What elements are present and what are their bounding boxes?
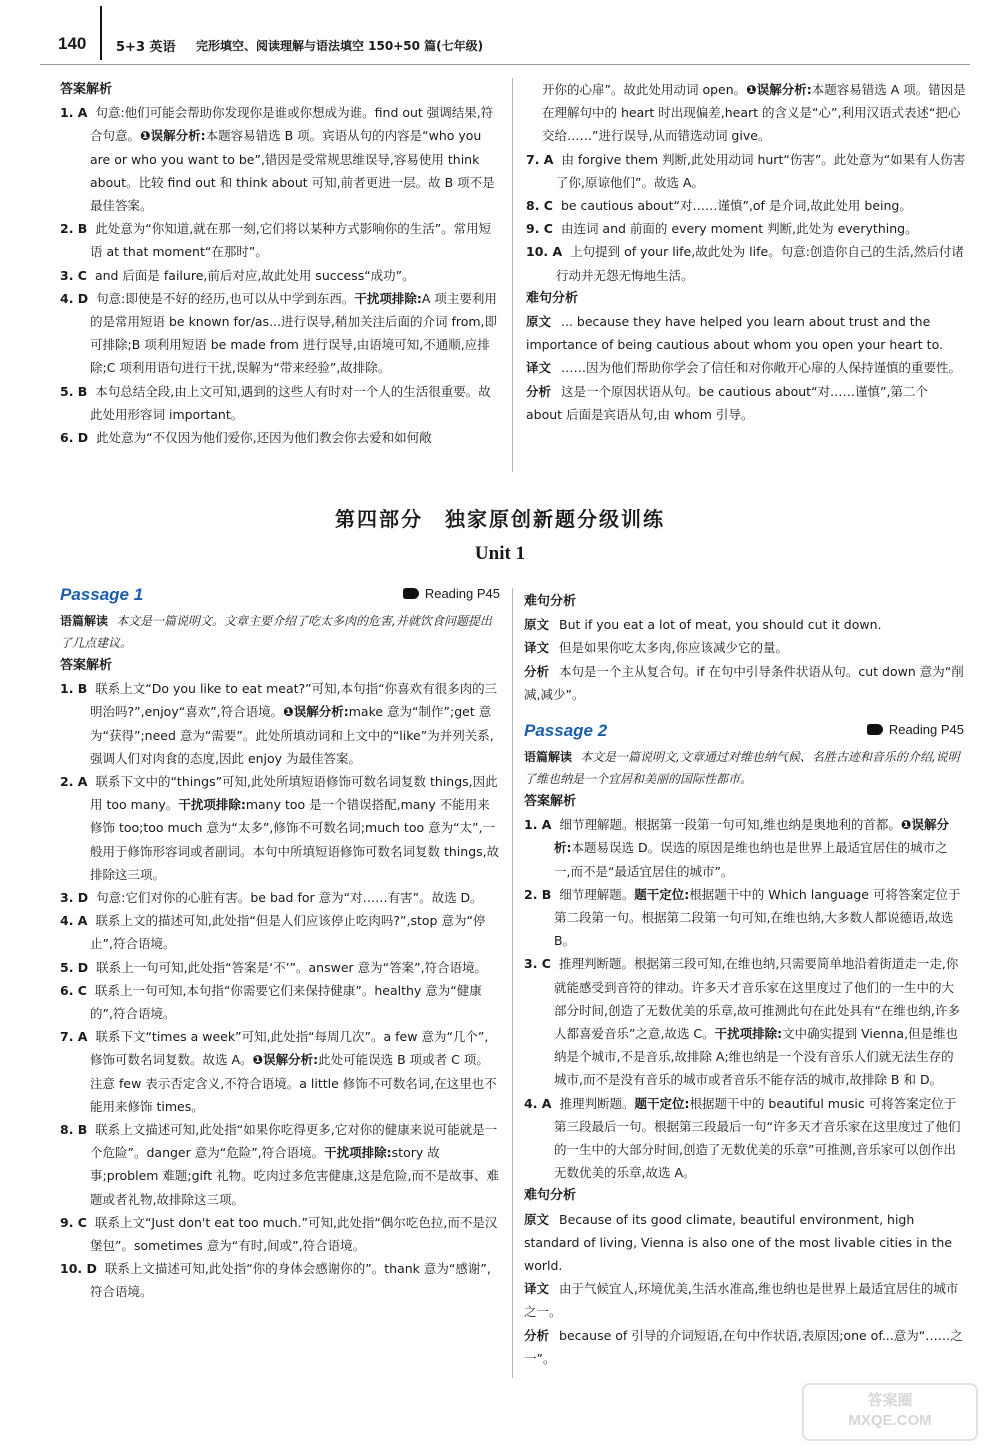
answer-item xyxy=(60,426,500,449)
answers-heading: 答案解析 xyxy=(60,658,113,673)
passage-summary xyxy=(524,746,964,790)
answer-label: 6. C xyxy=(60,982,87,998)
answer-item xyxy=(526,194,966,217)
translation-text: 但是如果你吃太多肉,你应该减少它的量。 xyxy=(559,640,788,656)
annotation-label: ❶误解分析: xyxy=(252,1052,319,1068)
answer-text: A 项主要利用的是常用短语 be known for/as...进行误导,稍加关注后面的介词 from,即可排除;B 项利用短语 be made from 进行误导,由语境可知,不通顺,应排除;C 项利用语句进行干扰,误解为“带来经验”,故排除。 xyxy=(90,290,498,376)
answer-text: 联系上文“Just don't eat too much.”可知,此处指“偶尔吃色拉,而不是汉堡包”。sometimes 意为“有时,间或”,符合语境。 xyxy=(90,1214,498,1254)
original-label: 原文 xyxy=(524,1211,550,1227)
original-label: 原文 xyxy=(526,314,552,330)
answer-label: 4. A xyxy=(60,913,88,929)
difficult-sentence-heading: 难句分析 xyxy=(524,594,577,609)
answer-label: 3. C xyxy=(60,267,87,283)
answer-item xyxy=(524,813,964,883)
answer-label: 9. C xyxy=(60,1214,87,1230)
answer-text: 此处意为“不仅因为他们爱你,还因为他们教会你去爱和如何敞 xyxy=(96,430,432,446)
analysis-label: 分析 xyxy=(524,1327,550,1343)
answer-text: 此处可能误选 B 项或者 C 项。注意 few 表示否定含义,不符合语境。a little 修饰不可数名词,在这里也不能用来修饰 times。 xyxy=(90,1052,497,1114)
answer-item xyxy=(526,217,966,240)
error-analysis-label: ❶误解分析: xyxy=(746,82,812,97)
top-right-column xyxy=(526,78,966,426)
answer-item xyxy=(526,240,966,286)
passage-2-header xyxy=(524,720,964,746)
answer-item xyxy=(524,1092,964,1185)
answer-item xyxy=(60,101,500,217)
answer-text: make 意为“制作”;get 意为“获得”;need 意为“需要”。此处所填动词和上文中的“like”为并列关系,强调人们对肉食的态度,因此 enjoy 为最佳答案。 xyxy=(90,704,494,766)
passage-title: Passage 2 xyxy=(524,721,608,741)
original-sentence xyxy=(524,1208,964,1278)
answer-text: 句意:他们可能会帮助你发现你是谁或你想成为谁。find out 强调结果,符合句意。 xyxy=(90,105,494,144)
passage-1-column xyxy=(60,584,500,1304)
translation-label: 译文 xyxy=(526,360,552,376)
series-brand: 5+3 英语 xyxy=(116,40,176,55)
difficult-sentence-heading: 难句分析 xyxy=(526,290,579,306)
annotation-label: ❶误解分析: xyxy=(283,704,349,720)
answer-item xyxy=(60,886,500,909)
answer-text: 联系上文的描述可知,此处指“但是人们应该停止吃肉吗?”,stop 意为“停止”,符合语境。 xyxy=(90,913,486,952)
answer-text: 由 forgive them 判断,此处用动词 hurt“伤害”。此处意为“如果有人伤害了你,原谅他们”。故选 A。 xyxy=(556,151,966,190)
summary-text: 本文是一篇说明文,文章通过对维也纳气候、名胜古迹和音乐的介绍,说明了维也纳是一个宜居和美丽的国际性都市。 xyxy=(524,750,960,787)
answer-label: 1. A xyxy=(60,105,88,121)
answer-label: 6. D xyxy=(60,430,89,446)
translation-label: 译文 xyxy=(524,640,550,656)
answer-label: 9. C xyxy=(526,221,553,237)
answer-item xyxy=(60,1257,500,1303)
answer-label: 4. A xyxy=(524,1095,552,1111)
reading-reference xyxy=(867,722,964,737)
original-label: 原文 xyxy=(524,617,550,633)
annotation-label: 题干定位: xyxy=(634,886,690,902)
annotation-label: 干扰项排除: xyxy=(714,1026,783,1042)
answer-label: 8. B xyxy=(60,1122,88,1138)
watermark-logo xyxy=(802,1383,978,1441)
original-sentence xyxy=(526,310,966,356)
answer-text: 由连词 and 前面的 every moment 判断,此处为 everything。 xyxy=(560,221,918,237)
answer-item xyxy=(60,264,500,287)
analysis-text: because of 引导的介词短语,在句中作状语,表原因;one of...意为“……之一”。 xyxy=(524,1327,963,1366)
passage-title: Passage 1 xyxy=(60,585,144,604)
answer-text: 联系上一句可知,此处指“答案是‘不’”。answer 意为“答案”,符合语境。 xyxy=(96,959,488,975)
answer-item xyxy=(524,952,964,1091)
original-text: ... because they have helped you learn about trust and the importance of being cautious about whom you open your heart to. xyxy=(526,314,943,353)
answer-text: 句意:即使是不好的经历,也可以从中学到东西。 xyxy=(96,290,355,306)
original-text: But if you eat a lot of meat, you should cut it down. xyxy=(559,617,882,633)
answer-text: many too 是一个错误搭配,many 不能用来修饰 too;too much 意为“太多”,修饰不可数名词;much too 意为“太”,一般用于修饰形容词或者副词。本句中所填短语修饰可数名词复数 things,故排除这三项。 xyxy=(90,797,500,882)
answer-text: 根据题干中的 Which language 可将答案定位于第二段第一句。根据第二段第一句可知,在维也纳,大多数人都说德语,故选 B。 xyxy=(554,886,961,949)
answer-label: 5. B xyxy=(60,383,88,399)
answers-heading: 答案解析 xyxy=(524,794,577,810)
annotation-label: 干扰项排除: xyxy=(178,797,246,813)
analysis-text: 本句是一个主从复合句。if 在句中引导条件状语从句。cut down 意为“削减,减少”。 xyxy=(524,663,964,702)
top-left-column xyxy=(60,78,500,449)
original-text: Because of its good climate, beautiful environment, high standard of living, Vienna is also one of the most livable cities in the world. xyxy=(524,1211,953,1274)
analysis-text: 这是一个原因状语从句。be cautious about“对……谨慎”,第二个 about 后面是宾语从句,由 whom 引导。 xyxy=(526,383,928,422)
answer-item xyxy=(60,677,500,770)
answer-item xyxy=(60,1118,500,1211)
analysis-label: 分析 xyxy=(524,663,550,679)
answer-list xyxy=(60,101,500,449)
watermark-line: 答案圈 xyxy=(867,1392,913,1409)
continuation-text: 开你的心扉”。故此处用动词 open。 xyxy=(542,82,747,97)
translation xyxy=(524,1277,964,1323)
passage-2-column xyxy=(524,590,964,1370)
answer-label: 3. D xyxy=(60,890,89,906)
translation-text: ……因为他们帮助你学会了信任和对你敞开心扉的人保持谨慎的重要性。 xyxy=(561,360,962,376)
reading-reference xyxy=(403,586,500,601)
answer-label: 1. A xyxy=(524,817,552,833)
watermark-line: MXQE.COM xyxy=(848,1412,932,1429)
answer-text: 联系上文描述可知,此处指“如果你吃得更多,它对你的健康来说可能就是一个危险”。danger 意为“危险”,符合语境。 xyxy=(90,1122,498,1161)
answer-text: 联系上文“Do you like to eat meat?”可知,本句指“你喜欢有很多肉的三明治吗?”,enjoy“喜欢”,符合语境。 xyxy=(90,681,498,720)
answer-label: 10. A xyxy=(526,244,563,260)
answer-text: 推理判断题。根据第三段可知,在维也纳,只需要简单地沿着街道走一走,你就能感受到音符的律动。许多天才音乐家在这里度过了他们的一生中的大部分时间,创造了无数优美的乐章,故可推测此句在此处具有“在维也纳,许多人都喜爱音乐”之意,故选 C。 xyxy=(554,956,960,1042)
answer-list xyxy=(60,677,500,1303)
answer-item xyxy=(526,148,966,194)
answer-list xyxy=(526,148,966,287)
annotation-label: 题干定位: xyxy=(634,1095,690,1111)
reading-page: Reading P45 xyxy=(424,586,500,601)
page-header xyxy=(0,0,1000,66)
answer-label: 2. A xyxy=(60,774,88,790)
summary-label: 语篇解读 xyxy=(524,750,573,765)
passage-1-header xyxy=(60,584,500,610)
answer-label: 7. A xyxy=(526,151,554,167)
part-title: 第四部分 独家原创新题分级训练 xyxy=(335,507,665,531)
answer-label: 5. D xyxy=(60,959,89,975)
answer-text: 推理判断题。 xyxy=(559,1095,635,1111)
answer-text: 细节理解题。根据第一段第一句可知,维也纳是奥地利的首都。 xyxy=(559,817,901,833)
annotation-label: 干扰项排除: xyxy=(354,290,422,306)
answer-item xyxy=(60,770,500,886)
analysis xyxy=(524,660,964,706)
answer-continuation xyxy=(526,78,966,148)
analysis xyxy=(524,1324,964,1370)
unit-title: Unit 1 xyxy=(474,543,526,564)
column-divider xyxy=(512,588,513,1378)
answer-item xyxy=(524,883,964,953)
answer-label: 1. B xyxy=(60,681,88,697)
answer-item xyxy=(60,1211,500,1257)
summary-text: 本文是一篇说明文。文章主要介绍了吃太多肉的危害,并就饮食问题提出了几点建议。 xyxy=(60,614,492,650)
answer-text: 联系上一句可知,本句指“你需要它们来保持健康”。healthy 意为“健康的”,符合语境。 xyxy=(90,982,482,1022)
answer-text: 联系下文“times a week”可知,此处指“每周几次”。a few 意为“几个”,修饰可数名词复数。故选 A。 xyxy=(90,1029,489,1068)
answer-text: 本题容易错选 B 项。宾语从句的内容是“who you are or who you want to be”,错因是受常规思维误导,容易使用 think about。比较 find out 和 think about 可知,前者更进一层。故 B 项不是最佳答案。 xyxy=(90,128,495,214)
answer-item xyxy=(60,909,500,955)
answer-label: 3. C xyxy=(524,956,551,972)
answer-item xyxy=(60,217,500,263)
pointing-hand-icon xyxy=(867,724,883,735)
answer-item xyxy=(60,287,500,380)
summary-label: 语篇解读 xyxy=(60,614,109,628)
column-divider xyxy=(512,78,513,472)
section-heading: 答案解析 xyxy=(60,82,113,97)
analysis xyxy=(526,380,966,426)
answer-text: 此处意为“你知道,就在那一刻,它们将以某种方式影响你的生活”。常用短语 at that moment“在那时”。 xyxy=(90,221,492,260)
answer-text: 根据题干中的 beautiful music 可将答案定位于第三段最后一句。根据第三段最后一句“许多天才音乐家在这里度过了他们的一生中的大部分时间,创造了无数优美的乐章”可推测,音乐家可以创作出无数优美的乐章,故选 A。 xyxy=(554,1095,961,1181)
translation xyxy=(526,356,966,379)
answer-label: 4. D xyxy=(60,290,89,306)
answer-item xyxy=(60,956,500,979)
answer-text: 细节理解题。 xyxy=(559,886,635,902)
answer-text: story 故事;problem 难题;gift 礼物。吃肉过多危害健康,这是危险,而不是故事、难题或者礼物,故排除这三项。 xyxy=(90,1145,500,1207)
translation-text: 由于气候宜人,环境优美,生活水准高,维也纳也是世界上最适宜居住的城市之一。 xyxy=(524,1281,959,1320)
annotation-label: ❶误解分析: xyxy=(140,128,206,144)
annotation-label: ❶误解分析: xyxy=(554,817,950,856)
reading-page: Reading P45 xyxy=(888,722,964,738)
answer-label: 2. B xyxy=(60,221,88,237)
answer-text: 句意:它们对你的心脏有害。be bad for 意为“对……有害”。故选 D。 xyxy=(96,890,483,906)
answer-label: 2. B xyxy=(524,886,552,902)
answer-text: 联系下文中的“things”可知,此处所填短语修饰可数名词复数 things,因此用 too many。 xyxy=(90,774,498,813)
answer-text: 联系上文描述可知,此处指“你的身体会感谢你的”。thank 意为“感谢”,符合语境。 xyxy=(90,1261,491,1300)
translation xyxy=(524,636,964,659)
answer-text: 上句提到 of your life,故此处为 life。句意:创造你自己的生活,然后付诸行动并无怨无悔地生活。 xyxy=(556,244,964,283)
answer-label: 10. D xyxy=(60,1261,97,1277)
header-divider xyxy=(100,6,102,60)
book-title: 完形填空、阅读理解与语法填空 150+50 篇(七年级) xyxy=(196,39,484,53)
answer-label: 8. C xyxy=(526,198,553,214)
answer-list xyxy=(524,813,964,1184)
passage-summary xyxy=(60,610,500,654)
translation-label: 译文 xyxy=(524,1281,550,1297)
continuation-text: 本题容易错选 A 项。错因是在理解句中的 heart 时出现偏差,heart 的含义是“心”,利用汉语式表述“把心交给……”进行误导,从而错选动词 give。 xyxy=(542,82,966,144)
original-sentence xyxy=(524,613,964,636)
analysis-label: 分析 xyxy=(526,383,552,399)
answer-text: 本句总结全段,由上文可知,遇到的这些人有时对一个人的生活很重要。故此处用形容词 important。 xyxy=(90,383,491,422)
header-rule xyxy=(40,64,970,65)
answer-text: and 后面是 failure,前后对应,故此处用 success“成功”。 xyxy=(94,267,415,283)
answer-text: be cautious about“对……谨慎”,of 是介词,故此处用 being。 xyxy=(560,198,912,214)
answer-item xyxy=(60,1025,500,1118)
annotation-label: 干扰项排除: xyxy=(324,1145,392,1161)
answer-text: 本题易误选 D。误选的原因是维也纳也是世界上最适宜居住的城市之一,而不是“最适宜居住的城市”。 xyxy=(554,840,948,879)
answer-item xyxy=(60,380,500,426)
answer-item xyxy=(60,979,500,1025)
pointing-hand-icon xyxy=(403,588,419,599)
difficult-sentence-heading: 难句分析 xyxy=(524,1188,577,1204)
answer-label: 7. A xyxy=(60,1029,88,1045)
answer-text: 文中确实提到 Vienna,但是维也纳是个城市,不是音乐,故排除 A;维也纳是一个没有音乐人们就无法生存的城市,而不是没有音乐的城市或者音乐不能存活的城市,故排除 B 和 D。 xyxy=(554,1026,959,1088)
page-number: 140 xyxy=(58,34,87,53)
